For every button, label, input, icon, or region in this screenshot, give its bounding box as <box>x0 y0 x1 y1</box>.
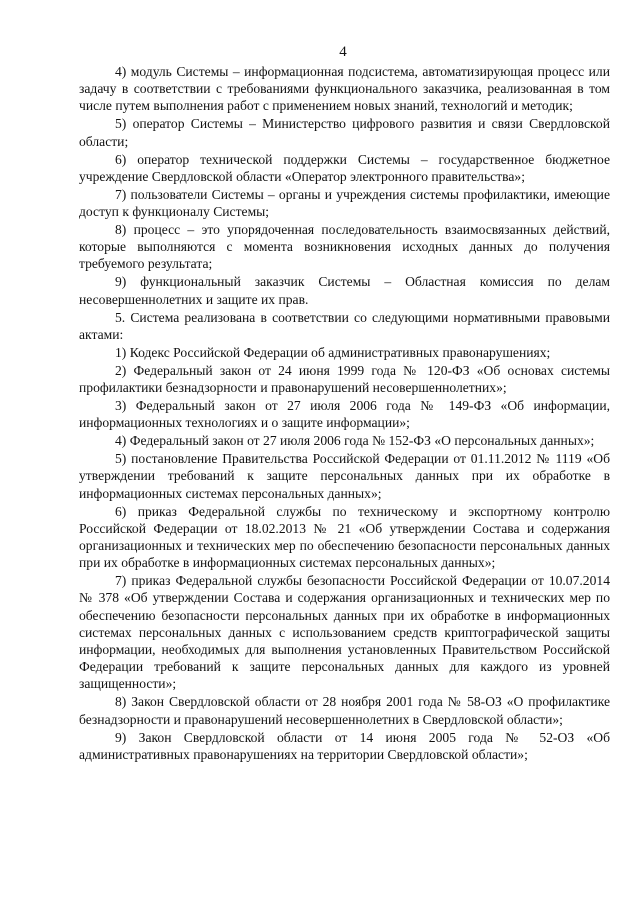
paragraph-module-definition: 4) модуль Системы – информационная подсистема, автоматизирующая процесс или задачу в соответствии с требованиями функционального заказчика, реализованная в том числе путем выполнения работ с применением новых знаний, технологий и методик; <box>79 64 610 114</box>
paragraph-legal-act-3: 3) Федеральный закон от 27 июля 2006 года № 149-ФЗ «Об информации, информационных технологиях и о защите информации»; <box>79 398 610 431</box>
paragraph-operator-definition: 5) оператор Системы – Министерство цифрового развития и связи Свердловской области; <box>79 116 610 149</box>
document-body <box>79 63 610 764</box>
paragraph-legal-act-8: 8) Закон Свердловской области от 28 ноября 2001 года № 58-ОЗ «О профилактике безнадзорности и правонарушений несовершеннолетних в Свердловской области»; <box>79 694 610 727</box>
paragraph-legal-act-2: 2) Федеральный закон от 24 июня 1999 года № 120-ФЗ «Об основах системы профилактики безнадзорности и правонарушений несовершеннолетних»; <box>79 362 610 396</box>
paragraph-process-definition: 8) процесс – это упорядоченная последовательность взаимосвязанных действий, которые выполняются с момента возникновения исходных данных до получения требуемого результата; <box>79 222 610 272</box>
paragraph-legal-act-9: 9) Закон Свердловской области от 14 июня 2005 года № 52-ОЗ «Об административных правонарушениях на территории Свердловской области»; <box>79 729 610 762</box>
paragraph-users-definition: 7) пользователи Системы – органы и учреждения системы профилактики, имеющие доступ к функционалу Системы; <box>79 186 610 220</box>
paragraph-legal-act-6: 6) приказ Федеральной службы по техническому и экспортному контролю Российской Федерации от 18.02.2013 № 21 «Об утверждении Состава и содержания организационных и технических мер по обеспечению безопасности персональных данных при их обработке в информационных системах персональных данных»; <box>79 503 610 571</box>
paragraph-legal-act-4: 4) Федеральный закон от 27 июля 2006 года № 152-ФЗ «О персональных данных»; <box>115 433 595 449</box>
page-number: 4 <box>339 44 347 60</box>
paragraph-legal-act-5: 5) постановление Правительства Российской Федерации от 01.11.2012 № 1119 «Об утверждении требований к защите персональных данных при их обработке в информационных системах персональных данных»; <box>79 451 610 501</box>
paragraph-support-operator-definition: 6) оператор технической поддержки Системы – государственное бюджетное учреждение Свердловской области «Оператор электронного правительства»; <box>79 151 610 184</box>
paragraph-section-5-intro: 5. Система реализована в соответствии со следующими нормативными правовыми актами: <box>79 309 610 342</box>
paragraph-legal-act-1: 1) Кодекс Российской Федерации об административных правонарушениях; <box>115 344 551 360</box>
paragraph-legal-act-7: 7) приказ Федеральной службы безопасности Российской Федерации от 10.07.2014 № 378 «Об утверждении Состава и содержания организационных и технических мер по обеспечению безопасности персональных данных при их обработке в информационных системах персональных данных с использованием средств криптографической защиты информации, необходимых для выполнения установленных Правительством Российской Федерации требований к защите персональных данных для каждого из уровней защищенности»; <box>79 573 610 692</box>
paragraph-customer-definition: 9) функциональный заказчик Системы – Областная комиссия по делам несовершеннолетних и защите их прав. <box>79 274 610 307</box>
